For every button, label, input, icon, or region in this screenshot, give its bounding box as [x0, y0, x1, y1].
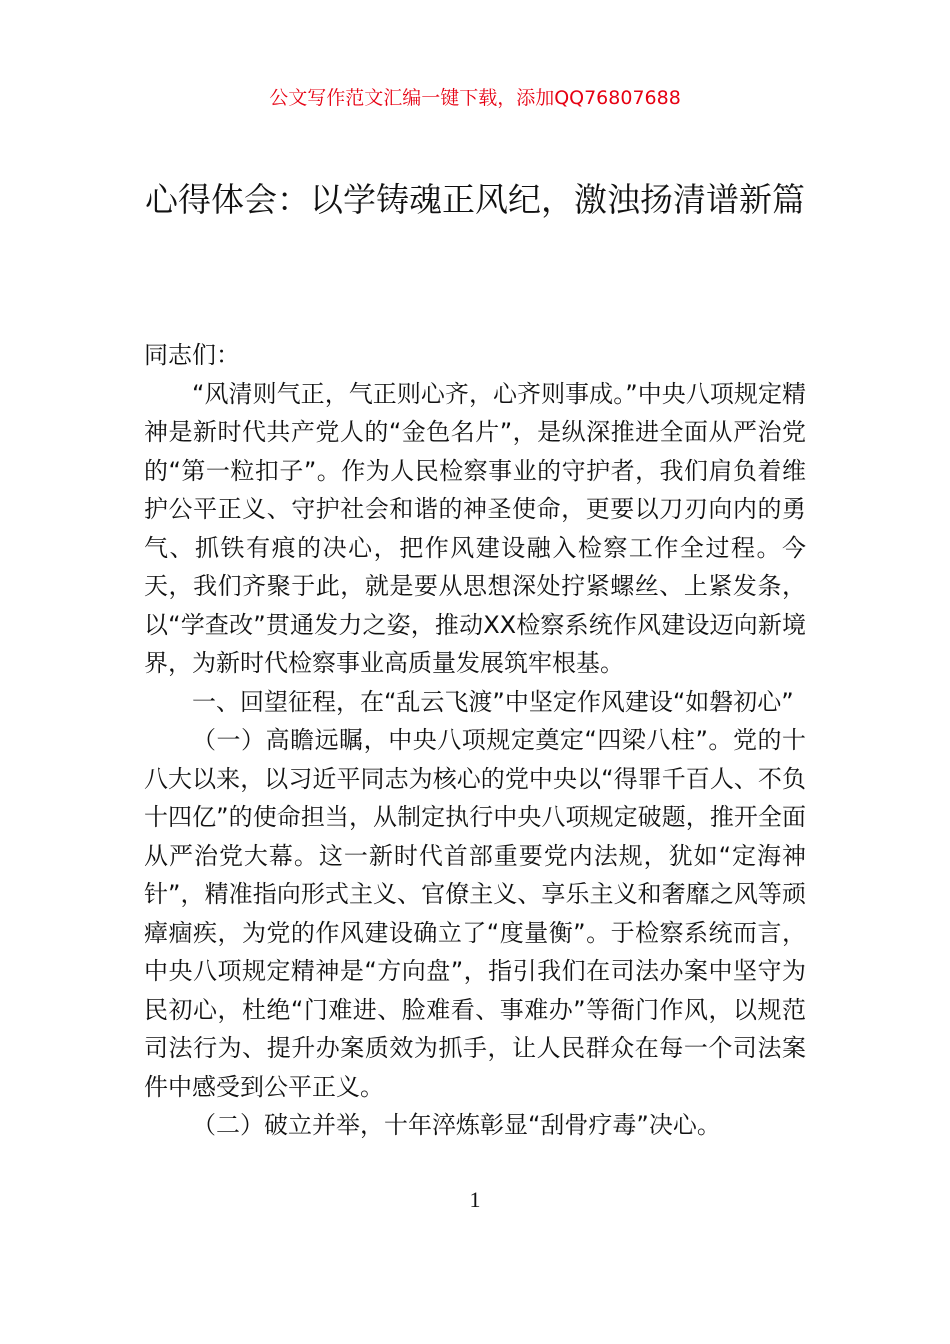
- body-paragraph: （二）破立并举，十年淬炼彰显“刮骨疗毒”决心。: [192, 1111, 721, 1139]
- body-paragraph: （一）高瞻远瞩，中央八项规定奠定“四梁八柱”。党的十八大以来，以习近平同志为核心的党中央以“得罪千百人、不负十四亿”的使命担当，从制定执行中央八项规定破题，推开全面从严治党大幕。这一新时代首部重要党内法规，犹如“定海神针”，精准指向形式主义、官僚主义、享乐主义和奢靡之风等顽瘴痼疾，为党的作风建设确立了“度量衡”。于检察系统而言，中央八项规定精神是“方向盘”，指引我们在司法办案中坚守为民初心，杜绝“门难进、脸难看、事难办”等衙门作风，以规范司法行为、提升办案质效为抓手，让人民群众在每一个司法案件中感受到公平正义。: [144, 726, 806, 1101]
- document-title: 心得体会：以学铸魂正风纪，激浊扬清谱新篇: [145, 180, 805, 219]
- section-heading: 一、回望征程，在“乱云飞渡”中坚定作风建设“如磐初心”: [192, 687, 794, 716]
- salutation: 同志们：: [144, 341, 240, 369]
- document-body: [144, 336, 806, 1145]
- download-notice: 公文写作范文汇编一键下载，添加QQ76807688: [269, 87, 681, 109]
- page-number: 1: [469, 1187, 481, 1212]
- body-paragraph: “风清则气正，气正则心齐，心齐则事成。”中央八项规定精神是新时代共产党人的“金色名片”，是纵深推进全面从严治党的“第一粒扣子”。作为人民检察事业的守护者，我们肩负着维护公平正义、守护社会和谐的神圣使命，更要以刀刃向内的勇气、抓铁有痕的决心，把作风建设融入检察工作全过程。今天，我们齐聚于此，就是要从思想深处拧紧螺丝、上紧发条，以“学查改”贯通发力之姿，推动XX检察系统作风建设迈向新境界，为新时代检察事业高质量发展筑牢根基。: [144, 379, 806, 677]
